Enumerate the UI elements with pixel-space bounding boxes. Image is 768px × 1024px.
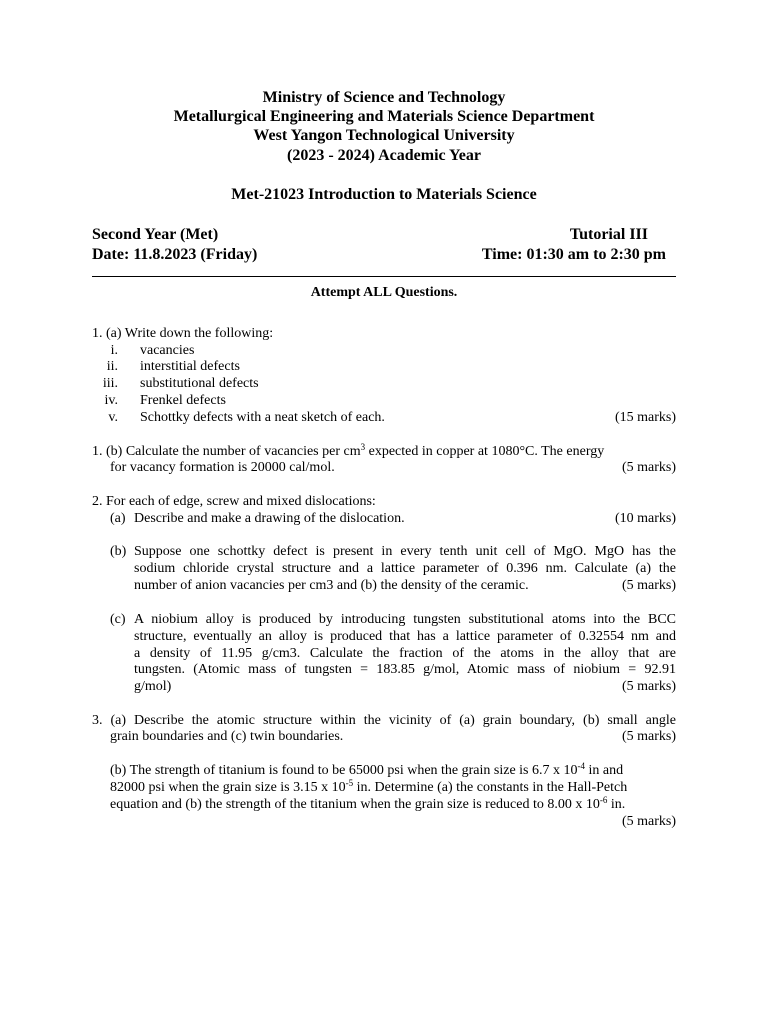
ministry-title: Ministry of Science and Technology	[262, 89, 506, 106]
exam-time: Time: 01:30 am to 2:30 pm	[481, 246, 666, 263]
q2c-marks: (5 marks)	[621, 679, 676, 694]
course-title: Met-21023 Introduction to Materials Science	[231, 186, 537, 203]
q1a-item-number: ii.	[106, 359, 118, 374]
instructions: Attempt ALL Questions.	[310, 285, 458, 300]
q1a-item-text: Schottky defects with a neat sketch of each.	[140, 410, 385, 425]
q2c-line-5: g/mol)	[134, 679, 172, 694]
q2c-label: (c)	[110, 612, 126, 627]
q1a-item-text: Frenkel defects	[140, 393, 226, 408]
q2a-label: (a)	[110, 511, 126, 526]
q1a-item-text: vacancies	[140, 343, 195, 358]
q1b-line-1: 1. (b) Calculate the number of vacancies per $cm^3$ expected in copper at 1080°C. The energy	[92, 442, 605, 459]
q1a-marks: (15 marks)	[614, 410, 676, 425]
q3b-marks: (5 marks)	[621, 814, 676, 829]
q3a-line-1: 3. (a) Describe the atomic structure within the vicinity of (a) grain boundary, (b) small angle	[92, 713, 676, 728]
q3a-marks: (5 marks)	[621, 729, 676, 744]
q1a-item-number: iii.	[102, 376, 118, 391]
q3b-line-1: (b) The strength of titanium is found to be 65000 psi when the grain size is 6.7 x $10^{-4}$ in and	[110, 761, 624, 778]
q2b-line-3: number of anion vacancies per cm3 and (b) the density of the ceramic.	[134, 578, 529, 593]
q3b-line-2: 82000 psi when the grain size is 3.15 x $10^{-5}$ in. Determine (a) the constants in the Hall-Petch	[110, 778, 628, 795]
q1a-item-number: i.	[110, 343, 118, 358]
q1a-item-number: iv.	[104, 393, 118, 408]
q1b-line-2: for vacancy formation is 20000 cal/mol.	[110, 460, 335, 475]
q2c-line-3: a density of 11.95 g/cm3. Calculate the fraction of the atoms in the alloy that are	[134, 646, 676, 661]
q1a-item-number: v.	[108, 410, 118, 425]
q2-stem: 2. For each of edge, screw and mixed dislocations:	[92, 494, 376, 509]
academic-year: (2023 - 2024) Academic Year	[286, 147, 482, 164]
q1b-marks: (5 marks)	[621, 460, 676, 475]
department-title: Metallurgical Engineering and Materials Science Department	[173, 108, 595, 125]
q3b-line-3: equation and (b) the strength of the titanium when the grain size is reduced to 8.00 x $10^{-6}$ in.	[110, 795, 626, 812]
q2c-line-2: structure, eventually an alloy is produced that has a lattice parameter of 0.32554 nm and	[134, 629, 676, 644]
university-title: West Yangon Technological University	[253, 127, 515, 144]
q2c-line-1: A niobium alloy is produced by introducing tungsten substitutional atoms into the BCC	[134, 612, 676, 627]
q2a-marks: (10 marks)	[614, 511, 676, 526]
q2b-marks: (5 marks)	[621, 578, 676, 593]
q2a-text: Describe and make a drawing of the dislocation.	[134, 511, 405, 526]
q1a-item-text: interstitial defects	[140, 359, 240, 374]
q2b-label: (b)	[110, 544, 127, 559]
q1a-stem: 1. (a) Write down the following:	[92, 326, 274, 341]
q2b-line-2: sodium chloride crystal structure and a lattice parameter of 0.396 nm. Calculate (a) the	[134, 561, 676, 576]
q2c-line-4: tungsten. (Atomic mass of tungsten = 183.85 g/mol, Atomic mass of niobium = 92.91	[134, 662, 676, 677]
exam-date: Date: 11.8.2023 (Friday)	[92, 246, 258, 263]
tutorial-number: Tutorial III	[569, 226, 648, 243]
header-divider	[92, 276, 676, 277]
q2b-line-1: Suppose one schottky defect is present in every tenth unit cell of MgO. MgO has the	[134, 544, 676, 559]
q1a-item-text: substitutional defects	[140, 376, 259, 391]
q3a-line-2: grain boundaries and (c) twin boundaries.	[110, 729, 344, 744]
year-level: Second Year (Met)	[92, 226, 219, 243]
